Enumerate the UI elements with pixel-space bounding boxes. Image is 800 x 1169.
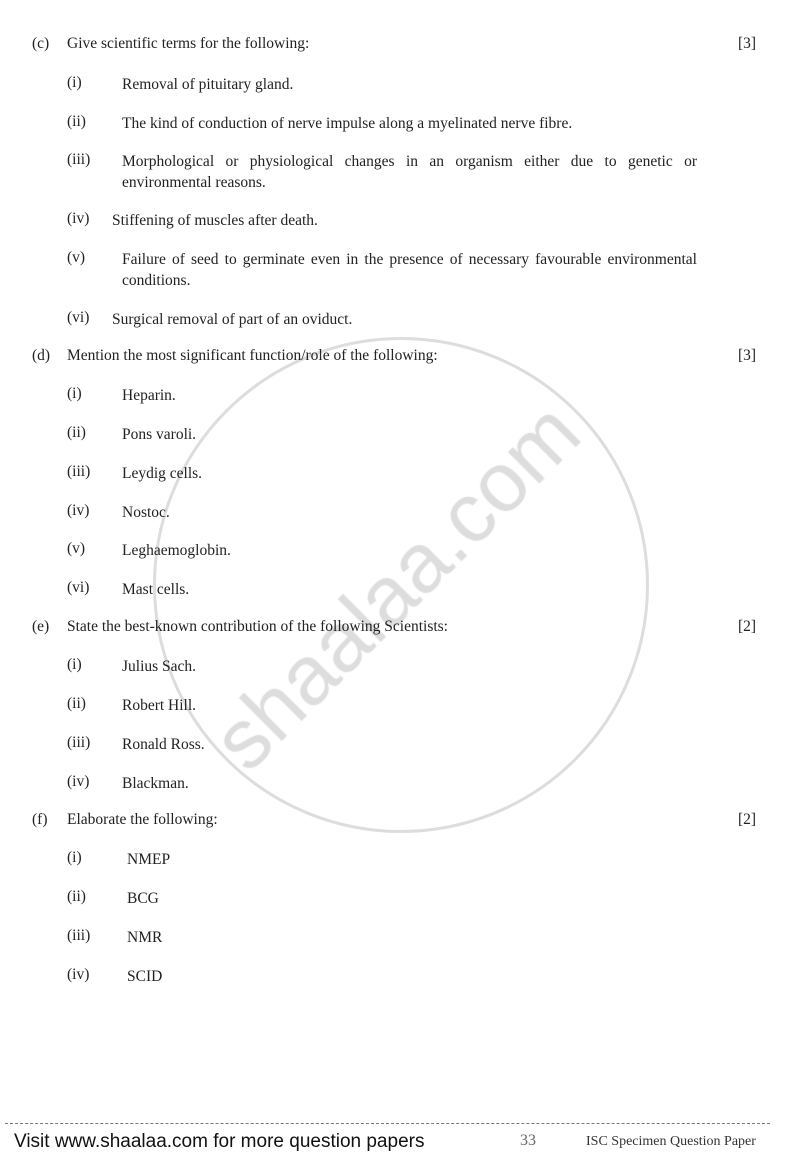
marks: [3]	[738, 347, 757, 364]
question-text: Elaborate the following:	[67, 811, 218, 828]
sub-question-number: (ii)	[67, 695, 86, 712]
sub-question-number: (iii)	[67, 151, 91, 168]
sub-question-text: Failure of seed to germinate even in the presence of necessary favourable environmental conditions.	[122, 251, 697, 289]
sub-question-number: (iv)	[67, 966, 90, 983]
sub-question-text: The kind of conduction of nerve impulse along a myelinated nerve fibre.	[122, 115, 573, 132]
sub-question-number: (iv)	[67, 502, 90, 519]
sub-question-text: Julius Sach.	[122, 658, 197, 675]
sub-question-number: (ii)	[67, 113, 86, 130]
sub-question-text: BCG	[127, 890, 159, 907]
sub-question-number: (iii)	[67, 927, 91, 944]
sub-question-number: (v)	[67, 249, 86, 266]
sub-question-number: (v)	[67, 540, 86, 557]
question-label: (e)	[32, 618, 50, 635]
sub-question-text: Stiffening of muscles after death.	[112, 212, 318, 229]
sub-question-number: (vi)	[67, 579, 90, 596]
sub-question-text: Heparin.	[122, 387, 176, 404]
question-text: State the best-known contribution of the following Scientists:	[67, 618, 448, 635]
page-number: 33	[520, 1132, 536, 1149]
sub-question-number: (i)	[67, 385, 82, 402]
sub-question-number: (i)	[67, 74, 82, 91]
sub-question-text: Leghaemoglobin.	[122, 542, 231, 559]
question-text: Give scientific terms for the following:	[67, 35, 310, 52]
footer-visit-link[interactable]: Visit www.shaalaa.com for more question papers	[14, 1131, 425, 1152]
sub-question-text: NMR	[127, 929, 163, 946]
marks: [2]	[738, 811, 757, 828]
question-text: Mention the most significant function/role of the following:	[67, 347, 438, 364]
sub-question-number: (ii)	[67, 424, 86, 441]
sub-question-text: SCID	[127, 968, 163, 985]
marks: [3]	[738, 35, 757, 52]
question-label: (d)	[32, 347, 51, 364]
footer-paper-title: ISC Specimen Question Paper	[586, 1134, 756, 1149]
sub-question-number: (iii)	[67, 734, 91, 751]
sub-question-text: Blackman.	[122, 775, 189, 792]
sub-question-number: (ii)	[67, 888, 86, 905]
footer-divider	[5, 1123, 770, 1124]
sub-question-text: Robert Hill.	[122, 697, 197, 714]
sub-question-text: Morphological or physiological changes in an organism either due to genetic or environmental reasons.	[122, 153, 697, 191]
sub-question-text: NMEP	[127, 851, 171, 868]
marks: [2]	[738, 618, 757, 635]
sub-question-text: Mast cells.	[122, 581, 190, 598]
sub-question-number: (iii)	[67, 463, 91, 480]
question-label: (c)	[32, 35, 50, 52]
sub-question-text: Removal of pituitary gland.	[122, 76, 294, 93]
sub-question-text: Leydig cells.	[122, 465, 203, 482]
question-label: (f)	[32, 811, 48, 828]
sub-question-number: (iv)	[67, 773, 90, 790]
sub-question-number: (i)	[67, 849, 82, 866]
sub-question-text: Nostoc.	[122, 504, 170, 521]
sub-question-text: Surgical removal of part of an oviduct.	[112, 311, 353, 328]
sub-question-number: (vi)	[67, 309, 90, 326]
sub-question-number: (iv)	[67, 210, 90, 227]
sub-question-text: Pons varoli.	[122, 426, 197, 443]
sub-question-text: Ronald Ross.	[122, 736, 205, 753]
sub-question-number: (i)	[67, 656, 82, 673]
